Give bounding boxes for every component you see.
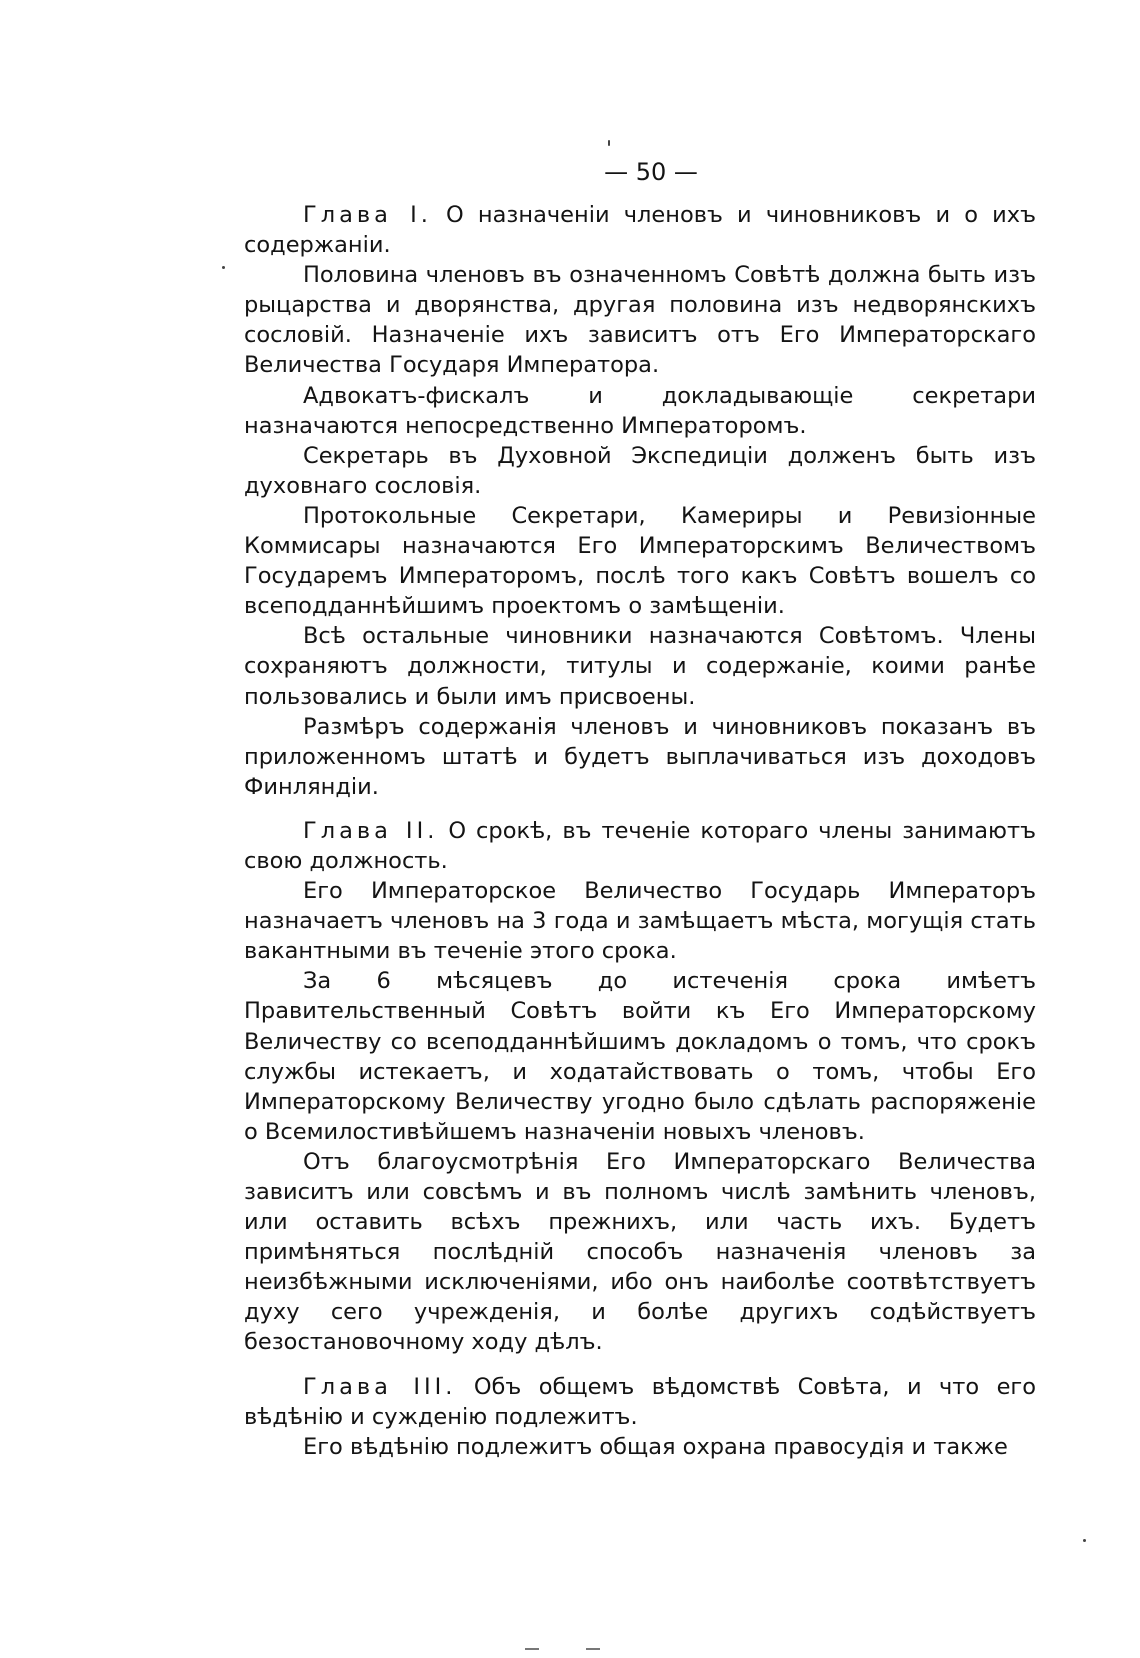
scan-mark <box>525 1648 539 1650</box>
page-content <box>244 152 1036 1462</box>
chapter-2 <box>244 816 1036 1358</box>
paragraph: Адвокатъ-фискалъ и докладывающіе секретари назначаются непосредственно Императоромъ. <box>244 382 1036 439</box>
paragraph: Секретарь въ Духовной Экспедиціи долженъ быть изъ духовнаго сословія. <box>244 442 1036 499</box>
body-text <box>244 200 1036 1462</box>
chapter-3 <box>244 1372 1036 1462</box>
scan-speck <box>608 140 610 146</box>
chapter-label: Глава II. <box>303 817 439 844</box>
paragraph: Его Императорское Величество Государь Императоръ назначаетъ членовъ на 3 года и замѣщаетъ мѣста, могущія стать вакантными въ теченіе этого срока. <box>244 878 1036 965</box>
chapter-title-text: О срокѣ, въ теченіе котораго члены занимаютъ свою должность. <box>244 817 1037 874</box>
paragraph: Отъ благоусмотрѣнія Его Императорскаго Величества зависитъ или совсѣмъ и въ полномъ числѣ замѣнить членовъ, или оставить всѣхъ прежнихъ, или часть ихъ. Будетъ примѣняться послѣдній способъ назначенія членовъ за неизбѣжными исключеніями, ибо онъ наиболѣе соотвѣтствуетъ духу сего учрежденія, и болѣе другихъ содѣйствуетъ безостановочному ходу дѣлъ. <box>244 1148 1036 1356</box>
chapter-heading <box>244 816 1036 876</box>
chapter-title-text: Объ общемъ вѣдомствѣ Совѣта, и что его вѣдѣнію и сужденію подлежитъ. <box>244 1373 1037 1430</box>
chapter-1 <box>244 200 1036 802</box>
scan-speck <box>1083 1539 1086 1542</box>
chapter-label: Глава III. <box>303 1373 457 1400</box>
paragraph: Протокольные Секретари, Камериры и Ревизіонные Коммисары назначаются Его Императорскимъ Величествомъ Государемъ Императоромъ, послѣ того какъ Совѣтъ вошелъ со всеподданнѣйшимъ проектомъ о замѣщеніи. <box>244 502 1036 620</box>
paragraph: Всѣ остальные чиновники назначаются Совѣтомъ. Члены сохраняютъ должности, титулы и содержаніе, коими ранѣе пользовались и были имъ присвоены. <box>244 623 1036 710</box>
chapter-heading <box>244 200 1036 260</box>
paragraph: За 6 мѣсяцевъ до истеченія срока имѣетъ Правительственный Совѣтъ войти къ Его Императорскому Величеству со всеподданнѣйшимъ докладомъ о томъ, что срокъ службы истекаетъ, и ходатайствовать о томъ, чтобы Его Императорскому Величеству угодно было сдѣлать распоряженіе о Всемилостивѣйшемъ назначеніи новыхъ членовъ. <box>244 968 1036 1145</box>
paragraph: Размѣръ содержанія членовъ и чиновниковъ показанъ въ приложенномъ штатѣ и будетъ выплачиваться изъ доходовъ Финляндіи. <box>244 713 1036 800</box>
chapter-heading <box>244 1372 1036 1432</box>
page-number: — 50 — <box>604 158 698 186</box>
scan-speck <box>222 266 225 269</box>
chapter-label: Глава I. <box>303 202 432 228</box>
paragraph: Его вѣдѣнію подлежитъ общая охрана правосудія и также <box>303 1433 1008 1460</box>
paragraph: Половина членовъ въ означенномъ Совѣтѣ должна быть изъ рыцарства и дворянства, другая половина изъ недворянскихъ сословій. Назначеніе ихъ зависитъ отъ Его Императорскаго Величества Государя Императора. <box>244 262 1036 379</box>
scan-mark <box>586 1648 600 1650</box>
chapter-title-text: О назначеніи членовъ и чиновниковъ и о ихъ содержаніи. <box>244 202 1036 259</box>
